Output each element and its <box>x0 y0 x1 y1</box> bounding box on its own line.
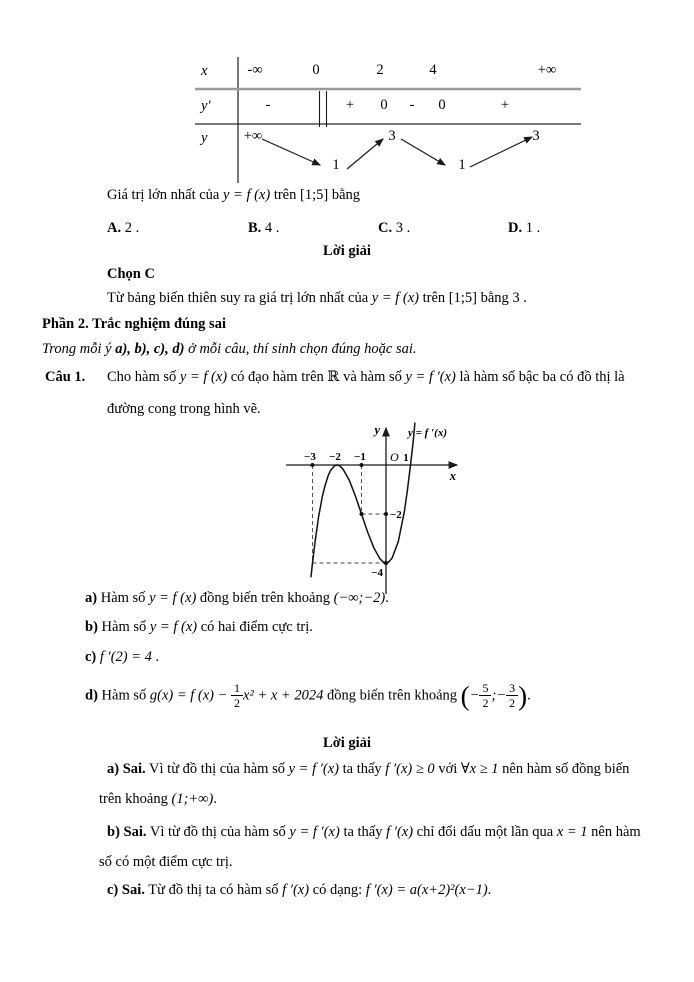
tick-minus1: −1 <box>354 451 366 463</box>
item-a-text: Hàm số <box>97 590 150 606</box>
solution-a-line-1 <box>107 760 629 778</box>
fraction-numerator: 5 <box>479 682 491 696</box>
arrow-up-1 <box>347 139 383 169</box>
item-b <box>85 618 313 636</box>
question-1-line-1 <box>107 368 625 386</box>
item-d <box>85 682 531 710</box>
yprime-sign: + <box>500 97 510 113</box>
option-a-value: 2 . <box>121 220 140 236</box>
open-paren: ( <box>460 681 470 712</box>
solution-1-text: trên <box>419 290 449 306</box>
part2-title: Phần 2. Trắc nghiệm đúng sai <box>42 316 226 332</box>
solution-b-text: nên hàm <box>587 824 641 840</box>
option-b-label: B. <box>248 220 262 236</box>
solution-1-line <box>107 289 527 307</box>
solution-header-2: Lời giải <box>323 735 371 751</box>
item-d-text: . <box>527 687 531 704</box>
chosen-answer: Chọn C <box>107 266 155 282</box>
solution-1-interval: [1;5] <box>448 290 477 306</box>
solution-c-math: f ′(x) = a(x+2)²(x−1) <box>365 882 488 898</box>
origin-label: O <box>390 450 399 464</box>
derivative-graph <box>280 420 465 598</box>
x-value: 4 <box>429 62 437 78</box>
option-d-label: D. <box>508 220 523 236</box>
yprime-sign: - <box>265 97 271 113</box>
solution-a-text: Vì từ đồ thị của hàm số <box>145 761 289 777</box>
solution-b-text: chỉ đổi dấu một lần qua <box>413 824 557 840</box>
solution-a-text: ta thấy <box>338 761 386 777</box>
solution-b-math: f ′(x) <box>386 824 414 840</box>
item-d-text: đồng biến trên khoảng <box>323 687 461 704</box>
close-paren: ) <box>518 681 528 712</box>
y-value-min1: 1 <box>332 157 340 173</box>
solution-b-math: y = f ′(x) <box>289 824 340 840</box>
question-1-line-2: đường cong trong hình vẽ. <box>107 401 261 417</box>
solution-c-verdict: c) Sai. <box>107 882 145 898</box>
part2-instruction <box>42 340 417 358</box>
y-value-max1: 3 <box>388 128 396 144</box>
curve-label: y = f ′(x) <box>408 427 447 439</box>
real-numbers-symbol: ℝ <box>327 369 340 385</box>
minus-sign: − <box>496 687 507 704</box>
solution-a-math: ∀x ≥ 1 <box>460 761 499 777</box>
item-a-math: (−∞;−2) <box>333 590 386 606</box>
solution-b-line-2: số có một điểm cực trị. <box>99 854 233 870</box>
fraction-numerator: 1 <box>231 682 243 696</box>
item-b-label: b) <box>85 619 98 635</box>
variation-table <box>195 55 583 187</box>
solution-b-verdict: b) Sai. <box>107 824 147 840</box>
fraction-one-half <box>231 682 243 710</box>
value-minus2: −2 <box>390 509 402 521</box>
y-value-start: +∞ <box>243 128 263 144</box>
arrow-up-2 <box>470 137 532 167</box>
q1-text: là hàm số bậc ba có đồ thị là <box>455 369 625 385</box>
item-a-math: y = f (x) <box>149 590 197 606</box>
solution-b-text: Vì từ đồ thị của hàm số <box>146 824 290 840</box>
yprime-sign: 0 <box>380 97 388 113</box>
semicolon: ; <box>491 687 497 704</box>
option-a-label: A. <box>107 220 122 236</box>
x-value: 0 <box>312 62 320 78</box>
arrow-down-2 <box>401 139 445 165</box>
solution-c-text: có dạng: <box>309 882 366 898</box>
stem-interval: [1;5] <box>300 187 329 203</box>
arrow-down-1 <box>262 139 320 165</box>
solution-a-text: với <box>434 761 461 777</box>
item-a-label: a) <box>85 590 98 606</box>
item-b-text: Hàm số <box>97 619 150 635</box>
q1-text: Cho hàm số <box>107 369 180 385</box>
fraction-numerator: 3 <box>506 682 518 696</box>
item-d-text: Hàm số <box>97 687 150 704</box>
option-c <box>378 219 410 237</box>
item-d-math: x² + x + 2024 <box>243 687 324 704</box>
solution-a-math: (1;+∞) <box>171 791 214 807</box>
x-axis-label: x <box>449 469 456 483</box>
x-value: -∞ <box>247 62 263 78</box>
solution-a-math: f ′(x) ≥ 0 <box>385 761 435 777</box>
q1-math: y = f ′(x) <box>405 369 456 385</box>
yprime-sign: 0 <box>438 97 446 113</box>
yprime-sign: + <box>345 97 355 113</box>
q1-math: y = f (x) <box>179 369 228 385</box>
x-value: 2 <box>376 62 384 78</box>
solution-header-1: Lời giải <box>323 243 371 259</box>
solution-a-text: nên hàm số đồng biến <box>498 761 630 777</box>
yprime-sign: - <box>409 97 415 113</box>
stem-math: y = f (x) <box>222 187 271 203</box>
option-b-value: 4 . <box>261 220 280 236</box>
item-d-math: g(x) = f (x) − <box>149 687 232 704</box>
value-minus4: −4 <box>371 567 383 579</box>
option-b <box>248 219 279 237</box>
solution-1-math: y = f (x) <box>371 290 419 306</box>
solution-b-text: ta thấy <box>339 824 387 840</box>
option-c-label: C. <box>378 220 393 236</box>
x-value: +∞ <box>537 62 557 78</box>
fraction-denominator: 2 <box>482 696 489 711</box>
y-axis-label: y <box>374 423 380 437</box>
fraction-denominator: 2 <box>234 696 241 711</box>
y-value-min2: 1 <box>458 157 466 173</box>
minus-sign: − <box>469 687 480 704</box>
item-c <box>85 648 159 666</box>
instruction-text: Trong mỗi ý <box>42 341 116 357</box>
stem-text: Giá trị lớn nhất của <box>107 187 223 203</box>
option-d-value: 1 . <box>522 220 541 236</box>
stem-text: trên <box>270 187 300 203</box>
solution-c-line-1 <box>107 881 491 899</box>
derivative-graph-svg <box>280 420 465 598</box>
solution-1-text: Từ bảng biến thiên suy ra giá trị lớn nhất của <box>107 290 372 306</box>
solution-a-text: . <box>213 791 217 807</box>
y-value-end: 3 <box>532 128 540 144</box>
option-d <box>508 219 540 237</box>
f-prime-curve <box>311 423 415 577</box>
solution-a-math: y = f ′(x) <box>288 761 339 777</box>
solution-b-line-1 <box>107 823 641 841</box>
solution-1-text: bằng 3 . <box>476 290 527 306</box>
question-1-label: Câu 1. <box>45 369 86 385</box>
solution-a-text: trên khoảng <box>99 791 172 807</box>
item-b-text: có hai điểm cực trị. <box>197 619 313 635</box>
solution-a-line-2 <box>99 790 217 808</box>
solution-b-math: x = 1 <box>556 824 588 840</box>
solution-c-text: . <box>487 882 492 898</box>
instruction-bold: a), b), c), d) <box>115 341 185 357</box>
solution-c-math: f ′(x) <box>282 882 310 898</box>
q1-text: có đạo hàm trên <box>227 369 328 385</box>
item-d-label: d) <box>85 687 98 704</box>
item-a-text: đồng biến trên khoảng <box>196 590 334 606</box>
question-stem <box>107 186 360 204</box>
solution-a-verdict: a) Sai. <box>107 761 146 777</box>
item-c-label: c) <box>85 649 97 665</box>
item-a-text: . <box>385 590 389 606</box>
item-c-math: f ′(2) = 4 <box>96 649 152 665</box>
q1-text: và hàm số <box>339 369 406 385</box>
fraction-denominator: 2 <box>509 696 516 711</box>
solution-c-text: Từ đồ thị ta có hàm số <box>144 882 283 898</box>
item-b-math: y = f (x) <box>149 619 198 635</box>
table-row-label-x: x <box>201 63 208 79</box>
instruction-text: ở mỗi câu, thí sinh chọn đúng hoặc sai. <box>184 341 417 357</box>
table-row-label-yprime: y′ <box>201 98 211 114</box>
item-c-text: . <box>151 649 160 665</box>
option-c-value: 3 . <box>392 220 411 236</box>
tick-minus2: −2 <box>329 451 341 463</box>
stem-text: bằng <box>328 187 360 203</box>
table-row-label-y: y <box>201 130 208 146</box>
tick-1: 1 <box>403 452 409 464</box>
option-a <box>107 219 139 237</box>
fraction-three-halves <box>506 682 518 710</box>
fraction-five-halves <box>479 682 491 710</box>
item-a <box>85 589 389 607</box>
tick-minus3: −3 <box>304 451 316 463</box>
